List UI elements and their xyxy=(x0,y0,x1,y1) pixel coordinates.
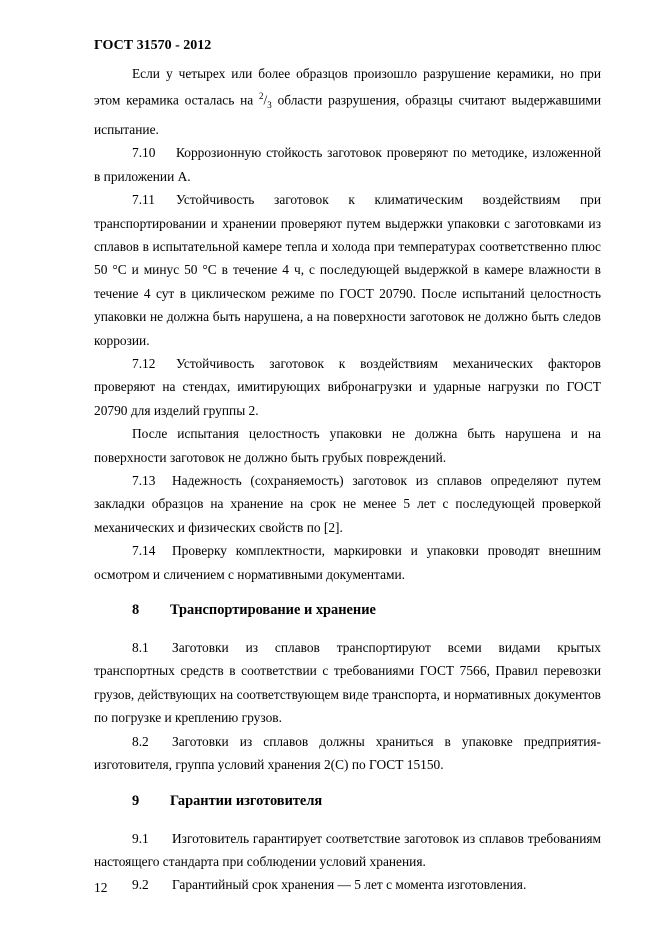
clause-text: Гарантийный срок хранения — 5 лет с момента изготовления. xyxy=(172,877,527,893)
clause-text: Изготовитель гарантирует соответствие заготовок из сплавов требованиям настоящего стандарта при соблюдении условий хранения. xyxy=(94,830,601,869)
clause-text: Устойчивость заготовок к климатическим воздействиям при транспортировании и хранении проверяют путем выдержки упаковки с заготовками из сплавов в испытательной камере тепла и холода при температурах соответственно плюс 50 °С и минус 50 °С в течение 4 ч, с последующей выдержкой в камере влажности в течение 4 сут в циклическом режиме по ГОСТ 20790. После испытаний целостность упаковки не должна быть нарушена, а на поверхности заготовок не должно быть следов коррозии. xyxy=(94,192,601,348)
section-title: Транспортирование и хранение xyxy=(170,602,376,619)
paragraph-text-a: Если у четырех или более образцов произошло разрушение керамики, но при этом керамика осталась на xyxy=(94,66,601,108)
clause-number: 8.1 xyxy=(132,640,149,656)
clause-number: 8.2 xyxy=(132,733,149,749)
clause-text: Заготовки из сплавов должны храниться в упаковке предприятия-изготовителя, группа условий хранения 2(С) по ГОСТ 15150. xyxy=(94,733,601,773)
paragraph-7-12-continued: После испытания целостность упаковки не должна быть нарушена и на поверхности заготовок не должно быть грубых повреждений. xyxy=(94,426,601,465)
fraction-numerator: 2 xyxy=(259,91,264,102)
clause-number: 7.13 xyxy=(132,473,156,489)
section-8-heading xyxy=(94,599,601,622)
section-9-heading xyxy=(94,790,601,813)
paragraph-9-1 xyxy=(94,827,601,874)
clause-text: Коррозионную стойкость заготовок проверяют по методике, изложенной в приложении А. xyxy=(94,145,601,184)
paragraph-7-11 xyxy=(94,188,601,352)
clause-text: Устойчивость заготовок к воздействиям механических факторов проверяют на стендах, имитирующих вибронагрузки и ударные нагрузки по ГОСТ 20790 для изделий группы 2. xyxy=(94,356,601,418)
paragraph-8-1 xyxy=(94,636,601,730)
section-number: 9 xyxy=(132,792,140,809)
paragraph-9-2 xyxy=(94,873,601,896)
document-header: ГОСТ 31570 - 2012 xyxy=(94,38,212,53)
paragraph-8-2 xyxy=(94,730,601,777)
paragraph-7-10 xyxy=(94,141,601,188)
clause-number: 7.14 xyxy=(132,543,156,559)
clause-text: Проверку комплектности, маркировки и упаковки проводят внешним осмотром и сличением с нормативными документами. xyxy=(94,543,601,582)
section-number: 8 xyxy=(132,602,140,619)
paragraph-7-13 xyxy=(94,469,601,539)
clause-text: Надежность (сохраняемость) заготовок из сплавов определяют путем закладки образцов на хранение на срок не менее 5 лет с последующей проверкой механических и физических свойств по [2]. xyxy=(94,473,601,535)
fraction-denominator: 3 xyxy=(267,100,272,111)
paragraph-ceramics-failure xyxy=(94,62,601,141)
clause-number: 7.11 xyxy=(132,192,155,208)
clause-number: 9.2 xyxy=(132,877,149,893)
clause-text: Заготовки из сплавов транспортируют всеми видами крытых транспортных средств в соответствии с требованиями ГОСТ 7566, Правил перевозки грузов, действующих на соответствующем виде транспорта, и нормативных документов по погрузке и креплению грузов. xyxy=(94,640,601,726)
fraction-separator: / xyxy=(263,92,268,108)
page-number: 12 xyxy=(94,880,108,895)
document-body xyxy=(94,62,601,897)
paragraph-text-b: области разрушения, образцы считают выдержавшими испытание. xyxy=(94,92,601,137)
clause-number: 9.1 xyxy=(132,830,149,846)
clause-number: 7.12 xyxy=(132,356,156,372)
clause-number: 7.10 xyxy=(132,145,156,161)
paragraph-7-14 xyxy=(94,539,601,586)
paragraph-7-12 xyxy=(94,352,601,422)
section-title: Гарантии изготовителя xyxy=(170,792,323,809)
